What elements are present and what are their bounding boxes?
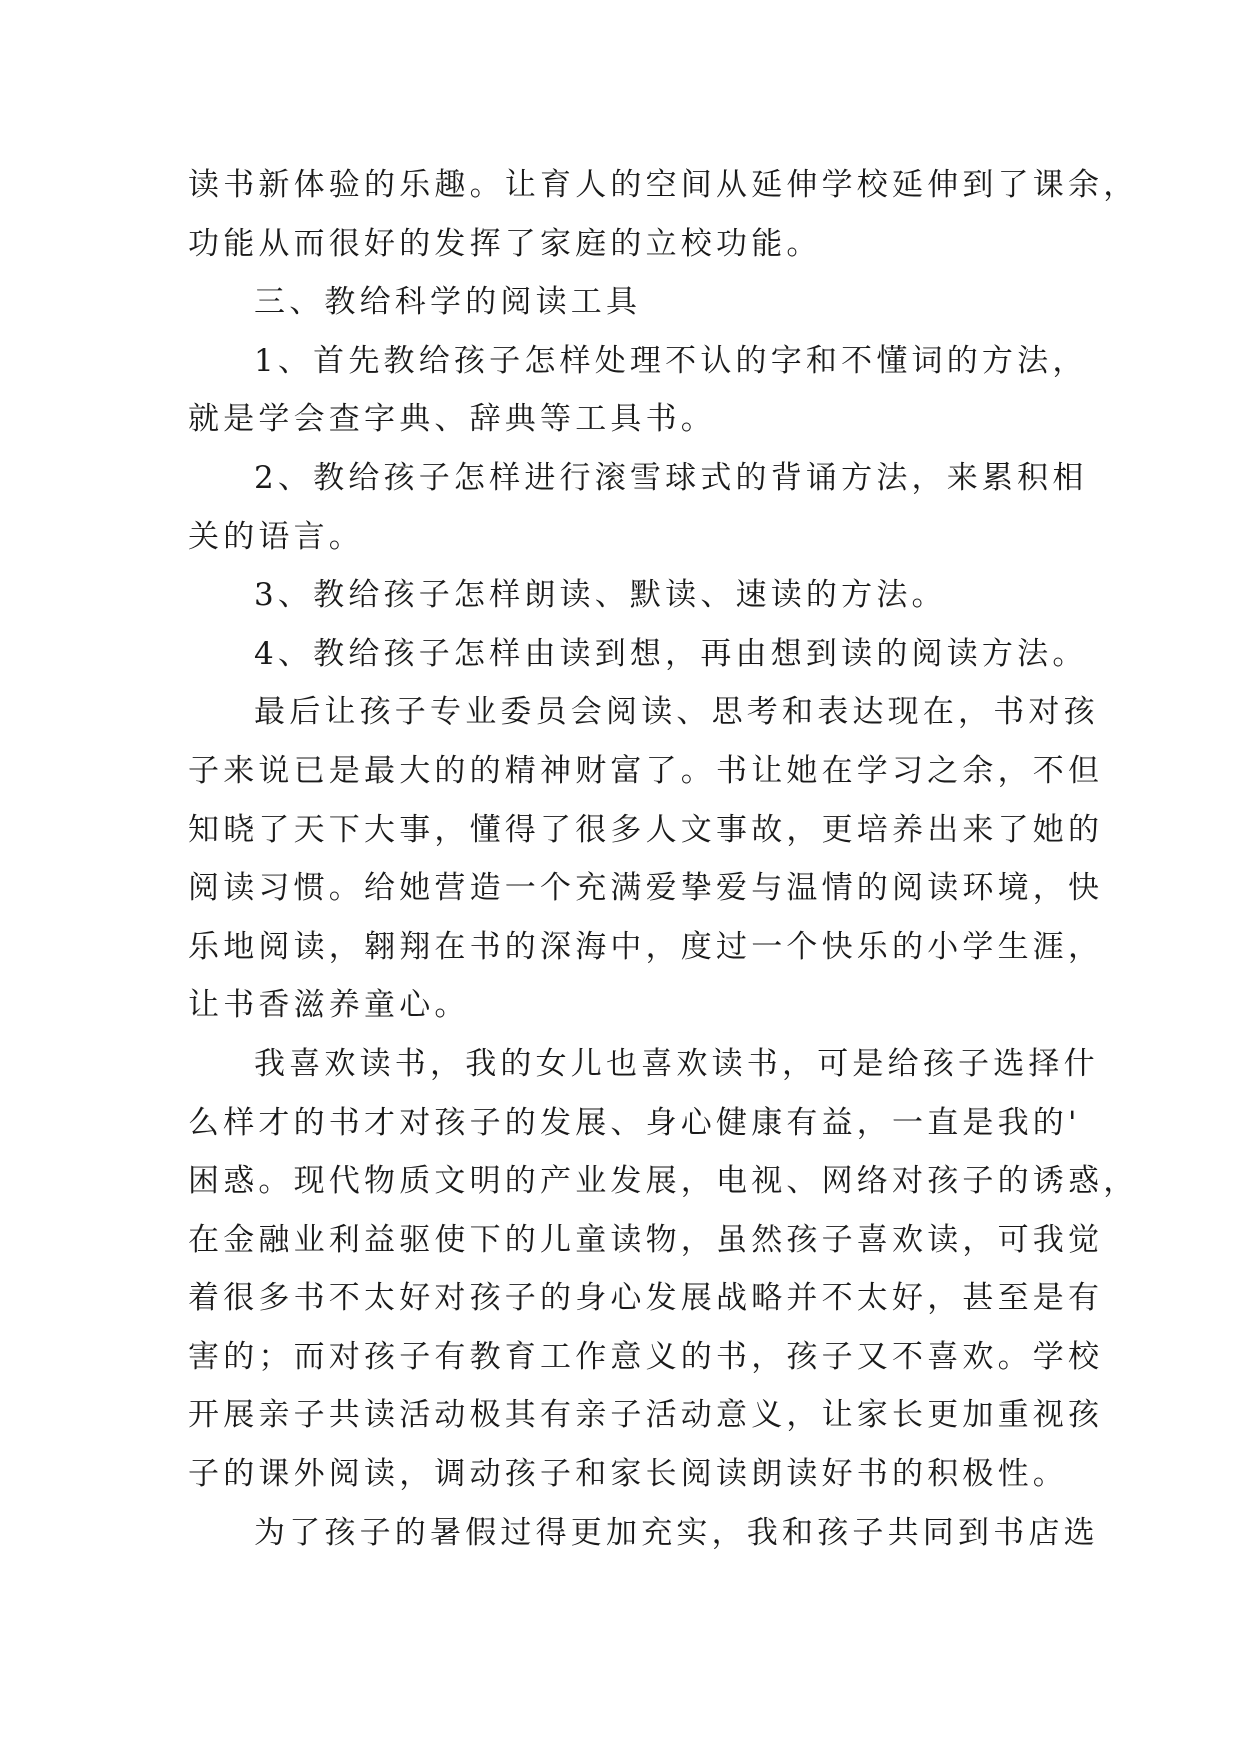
text-line: 知晓了天下大事，懂得了很多人文事故，更培养出来了她的 xyxy=(188,811,1104,848)
text-line: 害的；而对孩子有教育工作意义的书，孩子又不喜欢。学校 xyxy=(188,1338,1104,1375)
paragraph-first-line: 2、教给孩子怎样进行滚雪球式的背诵方法，来累积相 xyxy=(254,459,1088,496)
text-line: 乐地阅读，翱翔在书的深海中，度过一个快乐的小学生涯， xyxy=(188,928,1104,965)
text-line: 么样才的书才对孩子的发展、身心健康有益，一直是我的' xyxy=(188,1104,1081,1141)
text-line: 功能从而很好的发挥了家庭的立校功能。 xyxy=(188,225,822,262)
paragraph-first-line: 我喜欢读书，我的女儿也喜欢读书，可是给孩子选择什 xyxy=(254,1045,1099,1082)
paragraph-first-line: 为了孩子的暑假过得更加充实，我和孩子共同到书店选 xyxy=(254,1514,1099,1551)
text-line: 子的课外阅读，调动孩子和家长阅读朗读好书的积极性。 xyxy=(188,1456,1068,1493)
text-line: 关的语言。 xyxy=(188,518,364,555)
text-line: 困惑。现代物质文明的产业发展，电视、网络对孩子的诱惑， xyxy=(188,1163,1139,1200)
text-line: 开展亲子共读活动极其有亲子活动意义，让家长更加重视孩 xyxy=(188,1397,1104,1434)
paragraph-first-line: 三、教给科学的阅读工具 xyxy=(254,284,642,321)
text-line: 就是学会查字典、辞典等工具书。 xyxy=(188,401,716,438)
paragraph-first-line: 最后让孩子专业委员会阅读、思考和表达现在，书对孩 xyxy=(254,694,1099,731)
text-line: 读书新体验的乐趣。让育人的空间从延伸学校延伸到了课余， xyxy=(188,167,1139,203)
paragraph-first-line: 1、首先教给孩子怎样处理不认的字和不懂词的方法， xyxy=(254,342,1088,379)
text-line: 在金融业利益驱使下的儿童读物，虽然孩子喜欢读，可我觉 xyxy=(188,1221,1104,1258)
text-line: 着很多书不太好对孩子的身心发展战略并不太好，甚至是有 xyxy=(188,1280,1104,1317)
text-line: 让书香滋养童心。 xyxy=(188,987,470,1024)
paragraph-first-line: 4、教给孩子怎样由读到想，再由想到读的阅读方法。 xyxy=(254,635,1088,672)
document-body xyxy=(188,156,1139,1562)
text-line: 阅读习惯。给她营造一个充满爱挚爱与温情的阅读环境，快 xyxy=(188,870,1104,907)
paragraph-first-line: 3、教给孩子怎样朗读、默读、速读的方法。 xyxy=(254,577,947,614)
text-line: 子来说已是最大的的精神财富了。书让她在学习之余，不但 xyxy=(188,752,1104,789)
